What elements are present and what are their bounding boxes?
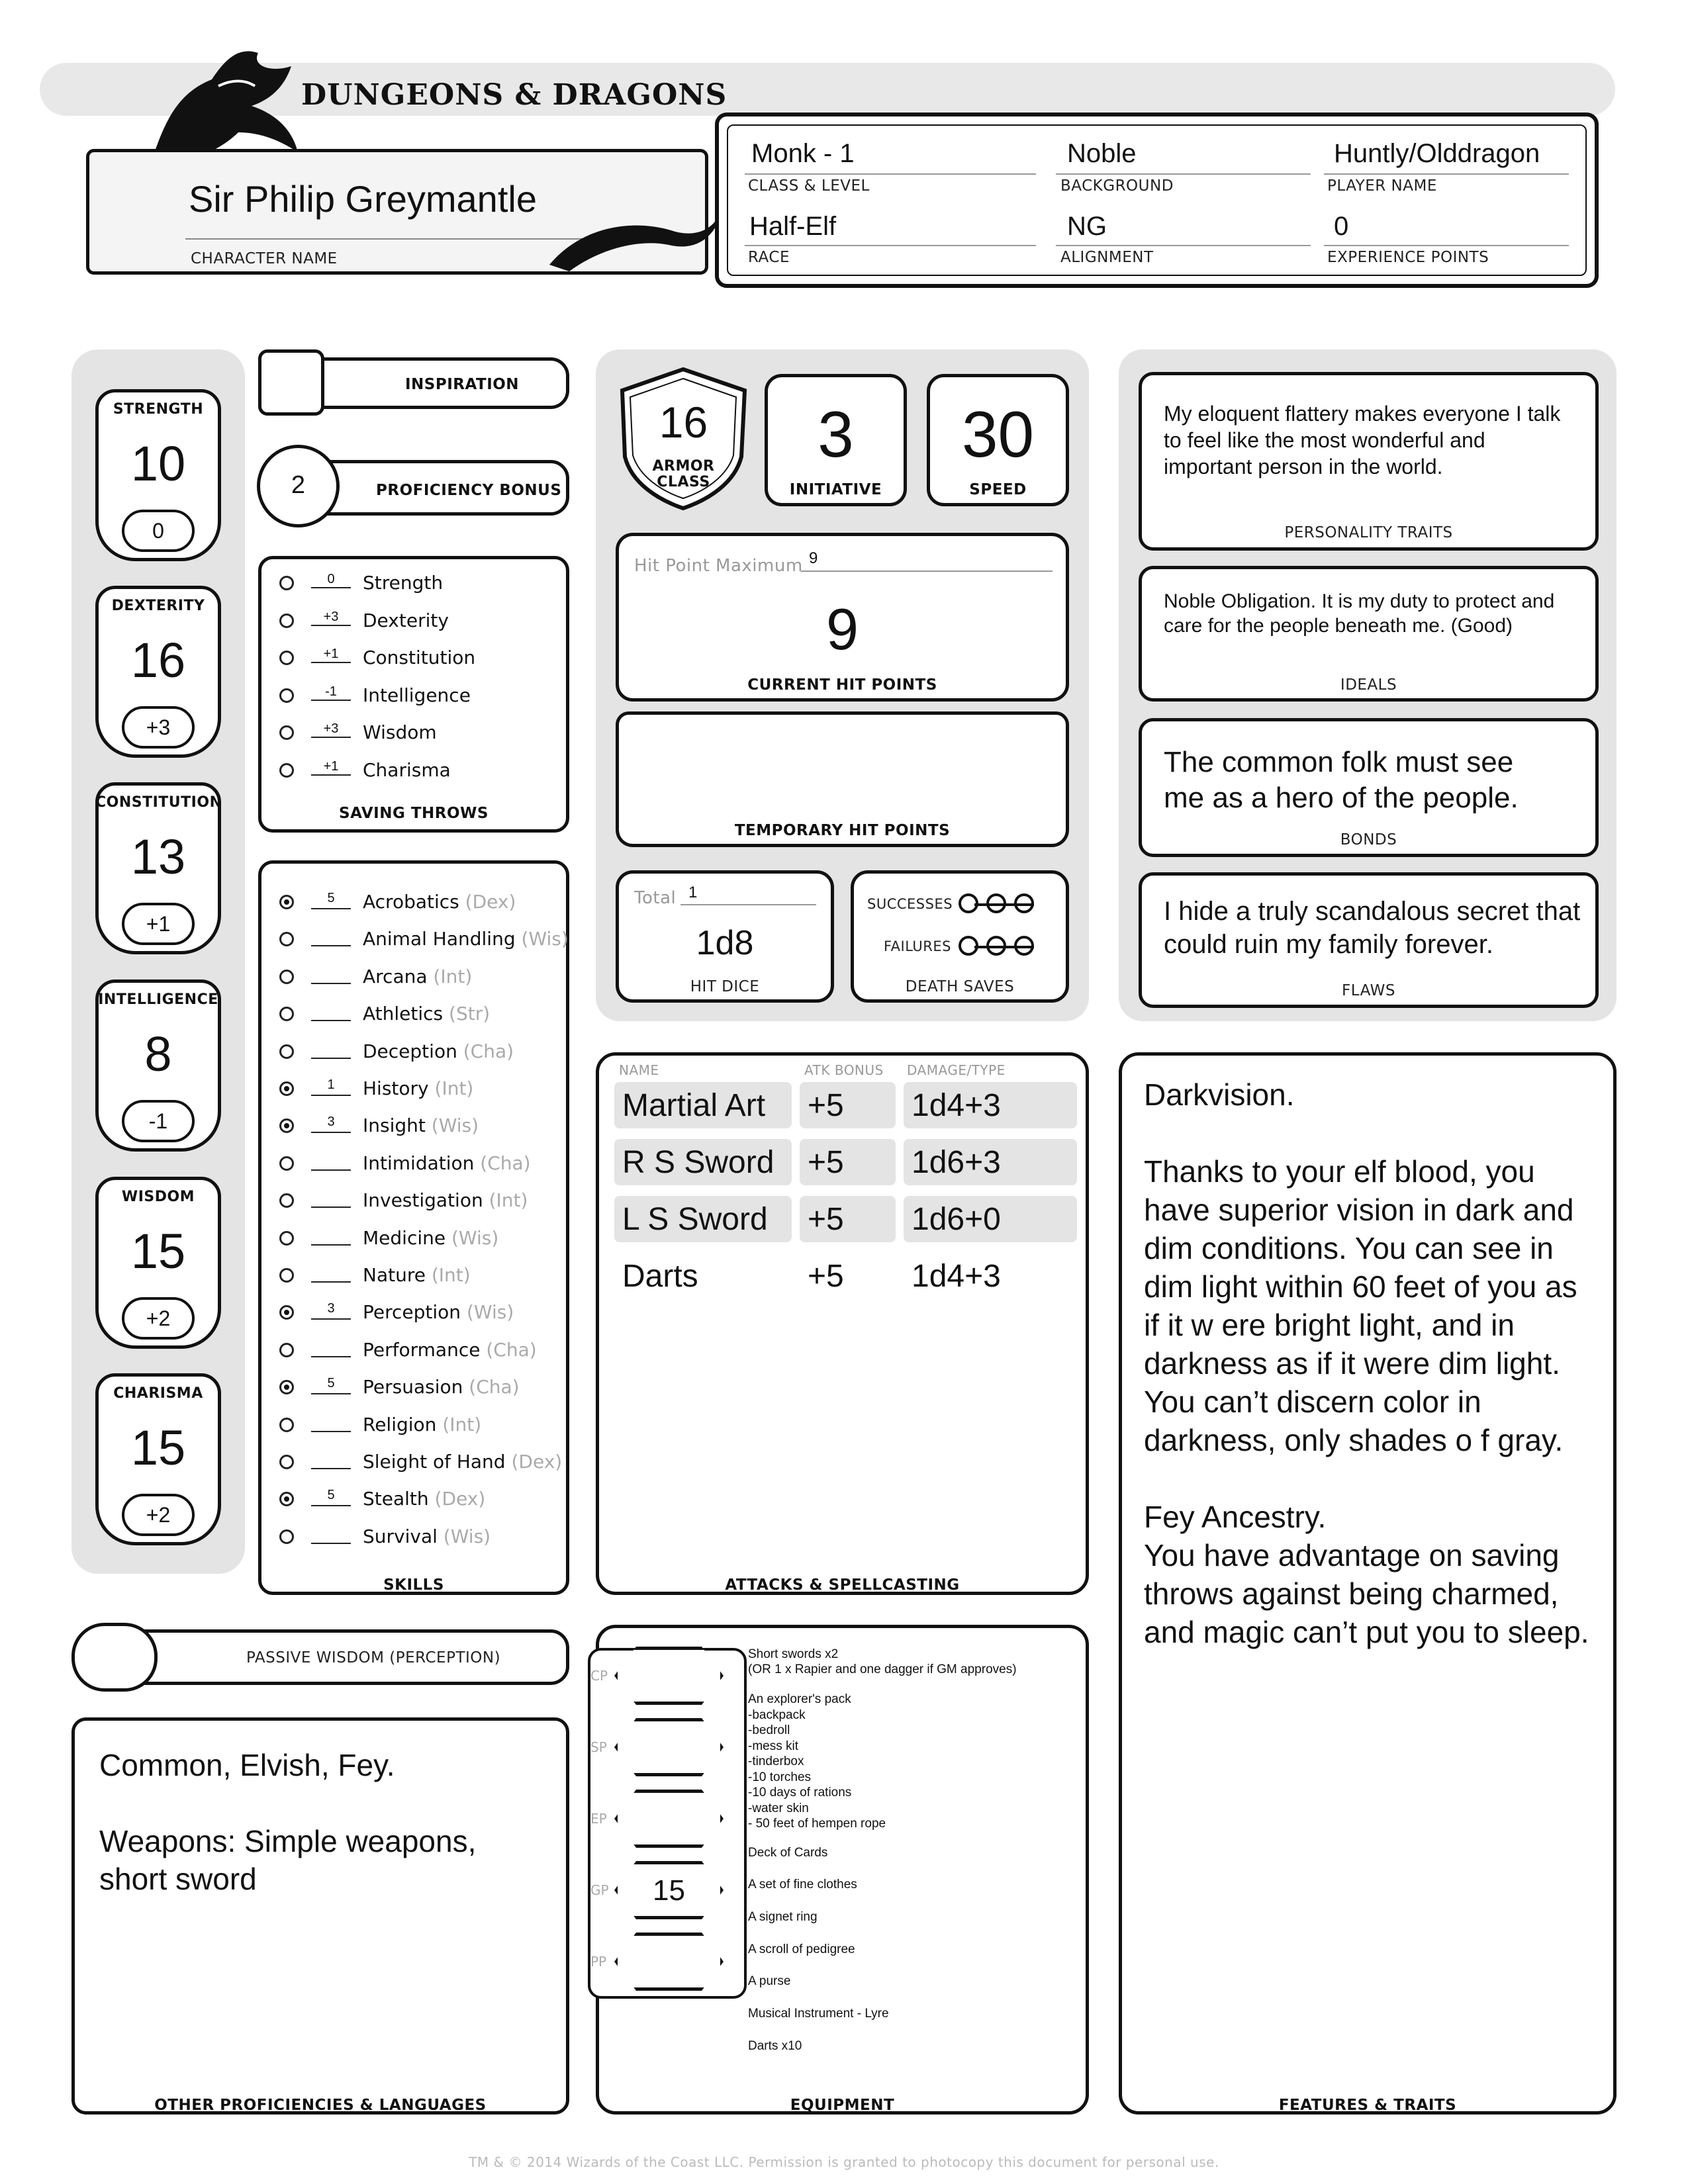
skill-value[interactable]: 1 [311,1077,351,1096]
skill-attribute: (Wis) [451,1226,499,1249]
skill-value[interactable] [311,928,351,946]
other-proficiencies-line1[interactable]: Common, Elvish, Fey. [99,1748,395,1782]
ideals-label: IDEALS [1340,676,1397,694]
skill-name: Perception [363,1301,467,1324]
skill-value[interactable] [311,966,351,984]
equipment-item[interactable]: A set of fine clothes [748,1878,857,1892]
skill-name: Investigation [363,1189,489,1212]
race-value[interactable]: Half-Elf [749,212,837,241]
hit-dice-total-label: Total [634,888,677,908]
skill-value[interactable] [311,1227,351,1246]
coin-box-pp[interactable] [614,1933,724,1991]
personality-traits-label: PERSONALITY TRAITS [1284,524,1453,541]
skill-attribute: (Wis) [466,1301,514,1324]
equipment-item[interactable]: Musical Instrument - Lyre [748,2007,889,2021]
coin-label: PP [590,1954,607,1970]
ability-modifier[interactable]: -1 [122,1100,195,1142]
equipment-item[interactable]: A signet ring [748,1909,818,1924]
skill-attribute: (Wis) [521,928,569,950]
saving-throw-name: Strength [363,572,444,594]
player-name-line [1324,173,1569,175]
skill-row [363,1227,498,1249]
speed-value[interactable]: 30 [961,398,1034,471]
initiative-value[interactable]: 3 [818,398,854,471]
skill-row [363,891,516,913]
class-level-line [745,173,1036,175]
saving-throws-title: SAVING THROWS [339,805,489,822]
skill-value[interactable] [311,1152,351,1171]
saving-throw-name: Dexterity [363,609,449,631]
skill-value[interactable]: 3 [311,1115,351,1133]
race-label: RACE [748,249,790,266]
skill-attribute: (Cha) [486,1338,537,1361]
saving-throw-value[interactable]: +3 [311,721,351,738]
skill-value[interactable] [311,1451,351,1469]
proficiency-value[interactable]: 2 [291,471,306,499]
skill-name: Intimidation [363,1152,481,1174]
equipment-item[interactable]: -10 torches [748,1770,812,1784]
skill-value[interactable]: 3 [311,1301,351,1320]
skill-attribute: (Dex) [511,1451,563,1473]
attack-bonus[interactable]: +5 [808,1258,844,1294]
skill-row [363,1376,520,1398]
saving-throw-proficiency-dot[interactable] [279,651,294,665]
skill-attribute: (Int) [431,1264,471,1286]
saving-throw-proficiency-dot[interactable] [279,576,294,590]
class-level-value[interactable]: Monk - 1 [751,139,855,168]
flaws-text[interactable]: I hide a truly scandalous secret that could ruin my family forever. [1164,897,1581,959]
skill-proficiency-dot[interactable] [279,1418,294,1432]
skill-attribute: (Cha) [469,1376,520,1398]
ability-score[interactable]: 16 [130,633,186,688]
hp-current-label: CURRENT HIT POINTS [747,676,937,694]
skill-row [363,1189,528,1211]
skill-proficiency-dot[interactable] [279,1268,294,1283]
equipment-item[interactable]: An explorer's pack [748,1692,851,1706]
skill-name: History [363,1077,435,1099]
attack-damage[interactable]: 1d4+3 [912,1258,1001,1294]
ability-name: INTELLIGENCE [98,991,218,1008]
ability-score[interactable]: 13 [130,829,186,884]
coin-box-cp[interactable] [614,1647,724,1705]
attacks-title: ATTACKS & SPELLCASTING [725,1576,960,1594]
attack-damage[interactable]: 1d6+0 [904,1196,1077,1242]
attack-bonus[interactable]: +5 [800,1196,896,1242]
attack-name[interactable]: L S Sword [614,1196,792,1242]
skill-row [363,1115,479,1136]
character-name-label: CHARACTER NAME [191,250,338,267]
equipment-item[interactable]: -bedroll [748,1723,790,1737]
skill-row [363,928,569,950]
attack-bonus[interactable]: +5 [800,1082,896,1128]
passive-wisdom-box[interactable] [71,1623,158,1692]
experience-value[interactable]: 0 [1334,212,1349,241]
feature-fey-title: Fey Ancestry. [1144,1500,1327,1534]
skill-attribute: (Cha) [480,1152,531,1174]
ability-score[interactable]: 15 [130,1224,186,1279]
ability-name: DEXTERITY [111,598,205,614]
speed-label: SPEED [969,481,1027,498]
bonds-text[interactable]: The common folk must see me as a hero of the people. [1164,746,1519,814]
attack-damage[interactable]: 1d4+3 [904,1082,1077,1128]
feature-darkvision-title: Darkvision. [1144,1077,1295,1112]
equipment-item[interactable]: -mess kit [748,1739,798,1753]
skill-proficiency-dot[interactable] [279,1156,294,1171]
ability-modifier[interactable]: +3 [122,706,195,749]
saving-throw-proficiency-dot[interactable] [279,688,294,703]
skill-name: Medicine [363,1226,451,1249]
ability-modifier[interactable]: +2 [122,1297,195,1340]
skills-title: SKILLS [383,1576,444,1594]
saving-throw-name: Charisma [363,758,451,781]
skill-attribute: (Wis) [443,1525,491,1547]
armor-class-value[interactable]: 16 [659,398,708,447]
ability-modifier[interactable]: +2 [122,1494,195,1536]
failures-label: FAILURES [884,938,951,954]
equipment-item[interactable]: A purse [748,1974,791,1989]
skill-name: Athletics [363,1003,449,1025]
skill-proficiency-dot[interactable] [279,1529,294,1544]
coin-box-ep[interactable] [614,1790,724,1848]
attacks-box [596,1052,1089,1595]
coin-label: SP [590,1739,607,1755]
alignment-line [1056,245,1311,246]
skill-row [363,1264,471,1286]
skill-proficiency-dot[interactable] [279,1081,294,1096]
inspiration-box[interactable] [258,349,324,416]
saving-throw-proficiency-dot[interactable] [279,725,294,740]
skill-name: Animal Handling [363,928,522,950]
ability-name: STRENGTH [113,401,204,418]
skill-attribute: (Dex) [465,891,516,913]
skill-proficiency-dot[interactable] [279,1455,294,1469]
ability-name: CONSTITUTION [95,794,222,811]
hp-current-value[interactable]: 9 [826,596,859,662]
equipment-item[interactable]: -10 days of rations [748,1786,852,1799]
other-proficiencies-title: OTHER PROFICIENCIES & LANGUAGES [154,2097,487,2114]
coin-label: EP [590,1811,607,1827]
race-line [745,245,1036,246]
ability-score[interactable]: 10 [130,436,186,491]
equipment-item[interactable]: (OR 1 x Rapier and one dagger if GM approves) [748,1662,1017,1676]
attack-bonus[interactable]: +5 [800,1139,896,1185]
flaws-label: FLAWS [1342,982,1395,999]
alignment-label: ALIGNMENT [1060,249,1154,266]
skill-row [363,1301,514,1323]
bonds-label: BONDS [1340,831,1397,848]
attack-damage[interactable]: 1d6+3 [904,1139,1077,1185]
ideals-text[interactable]: Noble Obligation. It is my duty to protect and care for the people beneath me. (Good) [1164,590,1555,637]
header [0,0,1688,304]
saving-throw-value[interactable]: 0 [311,572,351,588]
coin-label: CP [590,1668,608,1684]
skill-attribute: (Int) [442,1413,482,1435]
experience-label: EXPERIENCE POINTS [1327,249,1489,266]
death-save-connector [974,903,1034,906]
player-name-value[interactable]: Huntly/Olddragon [1334,139,1540,168]
skill-value[interactable] [311,1339,351,1357]
skill-value[interactable]: 5 [311,1488,351,1506]
skill-proficiency-dot[interactable] [279,970,294,984]
skill-row [363,1152,531,1174]
skill-row [363,1339,537,1361]
skill-name: Nature [363,1264,432,1286]
skill-row [363,1414,481,1435]
skill-name: Insight [363,1115,432,1137]
skill-row [363,1040,514,1062]
feature-darkvision-text: Thanks to your elf blood, you have superior vision in dark and dim conditions. You can see in dim light within 60 feet of you as if it w ere bright light, and in darkness as if it were dim light. You can’t discern color in darkness, only shades o f gray. [1144,1154,1577,1457]
death-saves-label: DEATH SAVES [905,978,1015,995]
skill-attribute: (Int) [433,965,473,987]
skill-row [363,1525,491,1547]
passive-wisdom-label: PASSIVE WISDOM (PERCEPTION) [246,1649,501,1666]
attack-name[interactable]: Darts [622,1258,698,1294]
hit-dice-total-line [680,904,816,905]
coin-box-sp[interactable] [614,1718,724,1776]
saving-throw-name: Constitution [363,647,476,668]
tail-flourish-icon [543,199,728,278]
hp-max-value[interactable]: 9 [809,549,818,567]
skill-value[interactable] [311,1414,351,1432]
skill-attribute: (Int) [434,1077,474,1099]
saving-throw-value[interactable]: +1 [311,647,351,663]
features-title: FEATURES & TRAITS [1278,2097,1457,2114]
skill-name: Religion [363,1413,443,1435]
skill-attribute: (Str) [449,1003,491,1025]
skill-row [363,1451,562,1473]
skill-name: Performance [363,1338,487,1361]
skill-name: Persuasion [363,1376,469,1398]
skill-value[interactable] [311,1264,351,1283]
saving-throw-proficiency-dot[interactable] [279,763,294,778]
skill-row [363,1003,490,1024]
skill-value[interactable] [311,1525,351,1544]
class-level-label: CLASS & LEVEL [748,177,870,195]
skill-attribute: (Cha) [463,1040,514,1062]
initiative-label: INITIATIVE [789,481,882,498]
skill-name: Deception [363,1040,463,1062]
background-line [1056,173,1311,175]
equipment-item[interactable]: - 50 feet of hempen rope [748,1817,886,1831]
ability-name: WISDOM [121,1189,195,1205]
skill-row [363,966,472,987]
skill-attribute: (Wis) [431,1115,479,1137]
attack-name[interactable]: R S Sword [614,1139,792,1185]
background-label: BACKGROUND [1060,177,1174,195]
hit-dice-total-value[interactable]: 1 [688,884,698,901]
player-name-label: PLAYER NAME [1327,177,1437,195]
skill-name: Acrobatics [363,891,465,913]
ability-score[interactable]: 8 [144,1026,172,1081]
equipment-item[interactable]: Deck of Cards [748,1845,828,1860]
skill-proficiency-dot[interactable] [279,1044,294,1059]
armor-class-label1: ARMOR [652,458,715,475]
hit-dice-label: HIT DICE [690,978,760,995]
other-proficiencies-line2[interactable]: Weapons: Simple weapons, [99,1824,477,1858]
equipment-item[interactable]: -water skin [748,1801,809,1815]
skill-name: Stealth [363,1488,435,1510]
features-content[interactable] [1144,1075,1594,1651]
hit-dice-value[interactable]: 1d8 [696,924,754,962]
ability-name: CHARISMA [113,1385,203,1402]
skill-proficiency-dot[interactable] [279,1343,294,1357]
equipment-item[interactable]: A scroll of pedigree [748,1942,855,1956]
personality-traits-text[interactable]: My eloquent flattery makes everyone I talk to feel like the most wonderful and important person in the world. [1164,402,1561,478]
ability-modifier[interactable]: 0 [122,510,195,552]
logo-text: DUNGEONS & DRAGONS [301,78,727,112]
ability-modifier[interactable]: +1 [122,903,195,945]
attacks-col-name: NAME [619,1062,659,1078]
skill-value[interactable] [311,1003,351,1021]
hp-max-label: Hit Point Maximum [634,556,803,576]
hp-max-line [801,570,1053,572]
successes-label: SUCCESSES [867,896,953,912]
footer-copyright: TM & © 2014 Wizards of the Coast LLC. Permission is granted to photocopy this document for personal use. [469,2154,1219,2170]
coin-value[interactable]: 15 [653,1874,685,1907]
feature-fey-text: You have advantage on saving throws against being charmed, and magic can’t put you to sleep. [1144,1538,1589,1649]
skill-name: Survival [363,1525,444,1547]
skill-proficiency-dot[interactable] [279,895,294,909]
experience-line [1324,245,1569,246]
skill-value[interactable] [311,1040,351,1059]
skill-name: Arcana [363,965,434,987]
ability-score[interactable]: 15 [130,1420,186,1475]
equipment-item[interactable]: -backpack [748,1707,806,1722]
skill-attribute: (Dex) [434,1488,486,1510]
alignment-value[interactable]: NG [1067,212,1107,241]
skill-value[interactable] [311,1189,351,1208]
equipment-item[interactable]: Short swords x2 [748,1647,839,1661]
proficiency-label: PROFICIENCY BONUS [376,482,562,499]
character-name-value[interactable]: Sir Philip Greymantle [189,178,537,220]
skill-row [363,1077,473,1099]
skill-row [363,1488,485,1510]
saving-throw-value[interactable]: -1 [311,684,351,701]
skill-value[interactable]: 5 [311,891,351,909]
skill-attribute: (Int) [489,1189,528,1212]
attacks-col-damage: DAMAGE/TYPE [907,1062,1006,1078]
saving-throw-proficiency-dot[interactable] [279,614,294,628]
other-proficiencies-line3[interactable]: short sword [99,1862,257,1896]
saving-throw-name: Wisdom [363,721,437,743]
skill-name: Sleight of Hand [363,1451,512,1473]
equipment-item[interactable]: Darts x10 [748,2038,802,2053]
temp-hp-label: TEMPORARY HIT POINTS [734,822,951,839]
equipment-item[interactable]: -tinderbox [748,1754,804,1768]
attacks-col-bonus: ATK BONUS [804,1062,884,1078]
inspiration-label: INSPIRATION [405,376,520,393]
armor-class-label2: CLASS [657,474,710,490]
attack-name[interactable]: Martial Art [614,1082,792,1128]
skill-value[interactable]: 5 [311,1376,351,1394]
background-value[interactable]: Noble [1067,139,1137,168]
death-save-connector [974,946,1034,948]
saving-throw-name: Intelligence [363,684,471,706]
equipment-title: EQUIPMENT [790,2097,895,2114]
skill-proficiency-dot[interactable] [279,1231,294,1246]
coin-label: GP [590,1882,609,1898]
saving-throw-value[interactable]: +3 [311,610,351,626]
saving-throw-value[interactable]: +1 [311,759,351,776]
